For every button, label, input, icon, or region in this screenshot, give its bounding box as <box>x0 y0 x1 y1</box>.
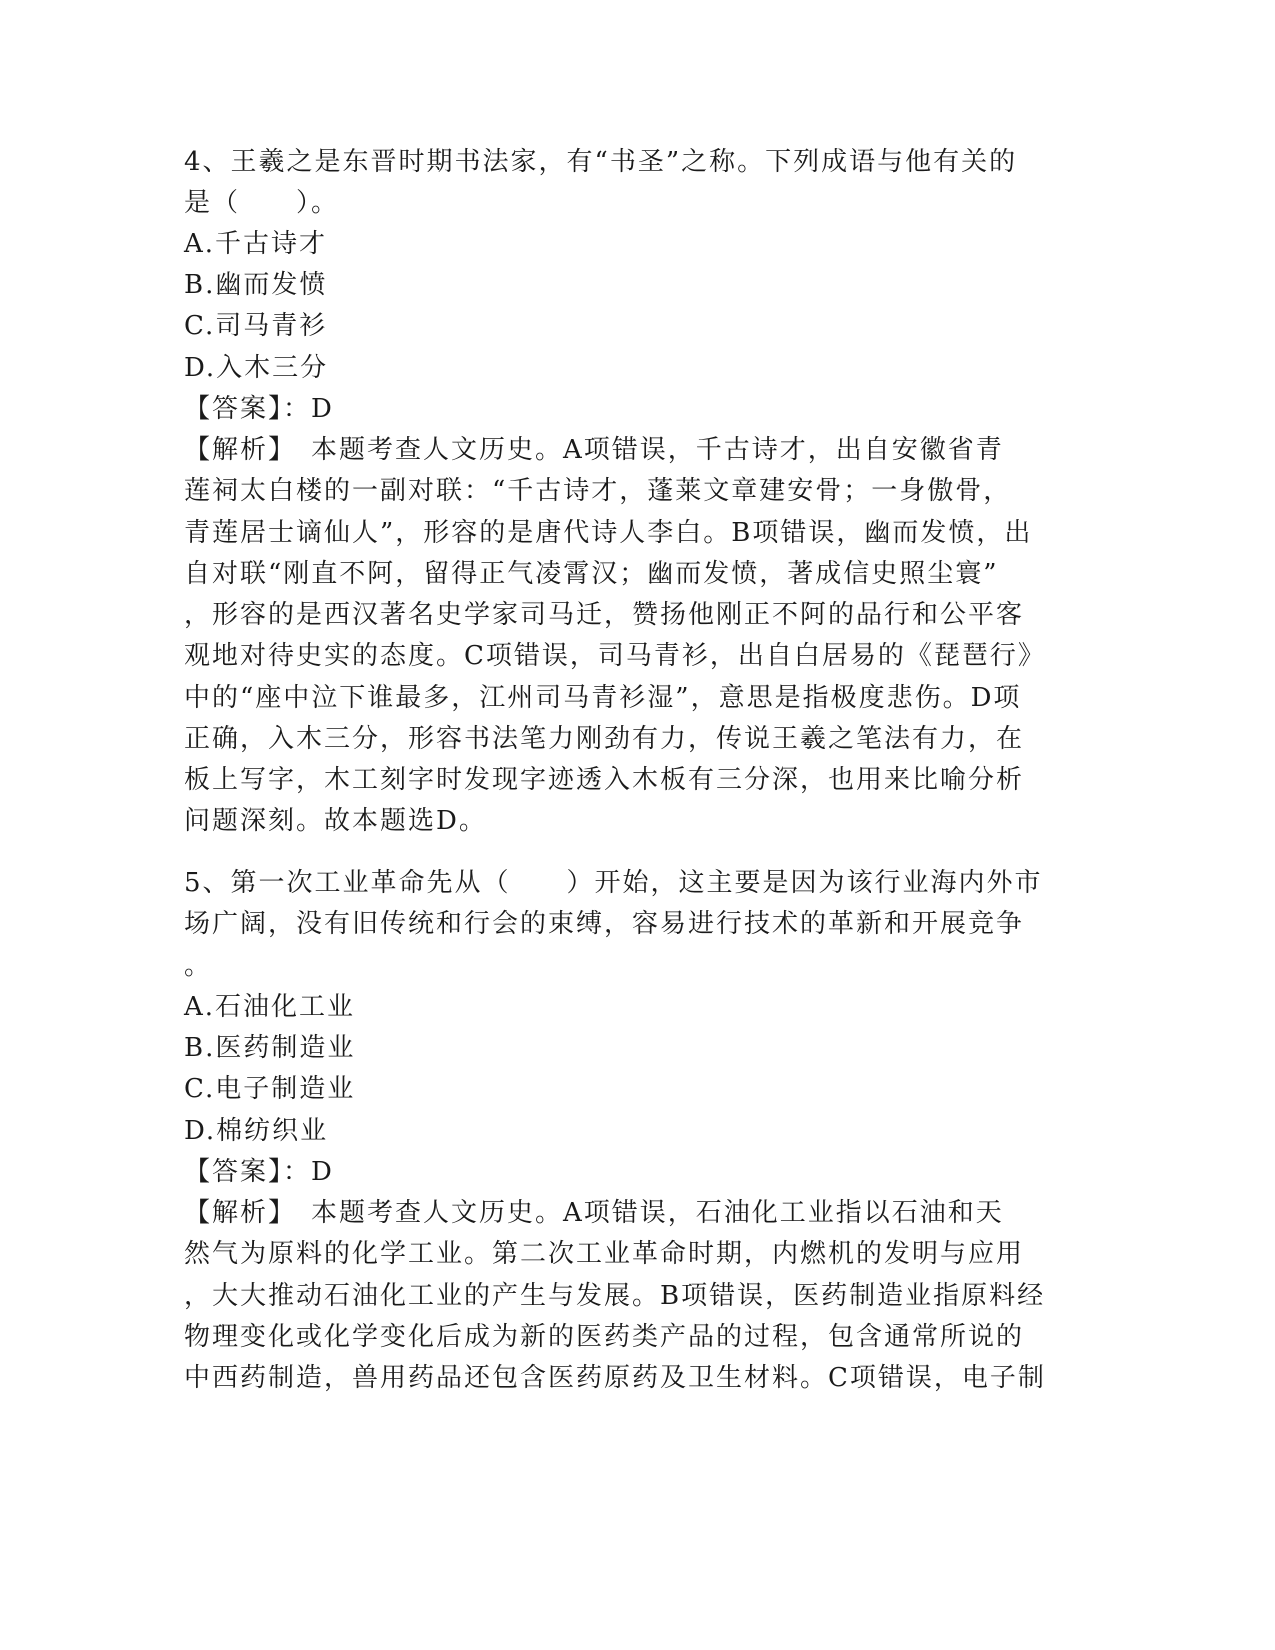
q5-stem-line: 场广阔，没有旧传统和行会的束缚，容易进行技术的革新和开展竞争 <box>184 909 1025 939</box>
q5-option-a: A.石油化工业 <box>184 992 356 1022</box>
q5-option-d: D.棉纺织业 <box>184 1116 329 1146</box>
q5-option-c: C.电子制造业 <box>184 1074 356 1104</box>
q5-analysis-line: 物理变化或化学变化后成为新的医药类产品的过程，包含通常所说的 <box>184 1322 1025 1352</box>
q4-option-d: D.入木三分 <box>184 353 329 383</box>
q5-analysis-line: ，大大推动石油化工业的产生与发展。B项错误，医药制造业指原料经 <box>184 1281 1046 1311</box>
q4-analysis-line: 青莲居士谪仙人”，形容的是唐代诗人李白。B项错误，幽而发愤，出 <box>184 518 1033 548</box>
q5-answer: 【答案】：D <box>184 1157 334 1187</box>
q4-option-b: B.幽而发愤 <box>184 270 328 300</box>
q5-stem-line: 。 <box>184 951 213 981</box>
q4-analysis-line: 问题深刻。故本题选D。 <box>184 806 487 836</box>
q4-analysis-line: 板上写字，木工刻字时发现字迹透入木板有三分深，也用来比喻分析 <box>184 765 1025 795</box>
q4-analysis-line: ，形容的是西汉著名史学家司马迁，赞扬他刚正不阿的品行和公平客 <box>184 600 1025 630</box>
q5-option-b: B.医药制造业 <box>184 1033 356 1063</box>
q4-analysis-line: 莲祠太白楼的一副对联：“千古诗才，蓬莱文章建安骨；一身傲骨， <box>184 476 1012 506</box>
q4-analysis-line: 观地对待史实的态度。C项错误，司马青衫，出自白居易的《琵琶行》 <box>184 641 1046 671</box>
q5-stem-line: 5、第一次工业革命先从（ ）开始，这主要是因为该行业海内外市 <box>184 868 1043 898</box>
q4-analysis-line: 正确，入木三分，形容书法笔力刚劲有力，传说王羲之笔法有力，在 <box>184 724 1025 754</box>
q4-option-a: A.千古诗才 <box>184 229 328 259</box>
q5-analysis-line: 中西药制造，兽用药品还包含医药原药及卫生材料。C项错误，电子制 <box>184 1363 1046 1393</box>
q4-analysis-line: 【解析】 本题考查人文历史。A项错误，千古诗才，出自安徽省青 <box>184 435 1004 465</box>
q4-analysis-line: 中的“座中泣下谁最多，江州司马青衫湿”，意思是指极度悲伤。D项 <box>184 683 1022 713</box>
q4-stem-line: 是（ ）。 <box>184 188 340 218</box>
q5-analysis-line: 然气为原料的化学工业。第二次工业革命时期，内燃机的发明与应用 <box>184 1239 1025 1269</box>
q4-analysis-line: 自对联“刚直不阿，留得正气凌霄汉；幽而发愤，著成信史照尘寰” <box>184 559 999 589</box>
q4-option-c: C.司马青衫 <box>184 311 328 341</box>
q5-analysis-line: 【解析】 本题考查人文历史。A项错误，石油化工业指以石油和天 <box>184 1198 1004 1228</box>
q4-answer: 【答案】：D <box>184 394 334 424</box>
q4-stem-line: 4、王羲之是东晋时期书法家，有“书圣”之称。下列成语与他有关的 <box>184 147 1018 177</box>
